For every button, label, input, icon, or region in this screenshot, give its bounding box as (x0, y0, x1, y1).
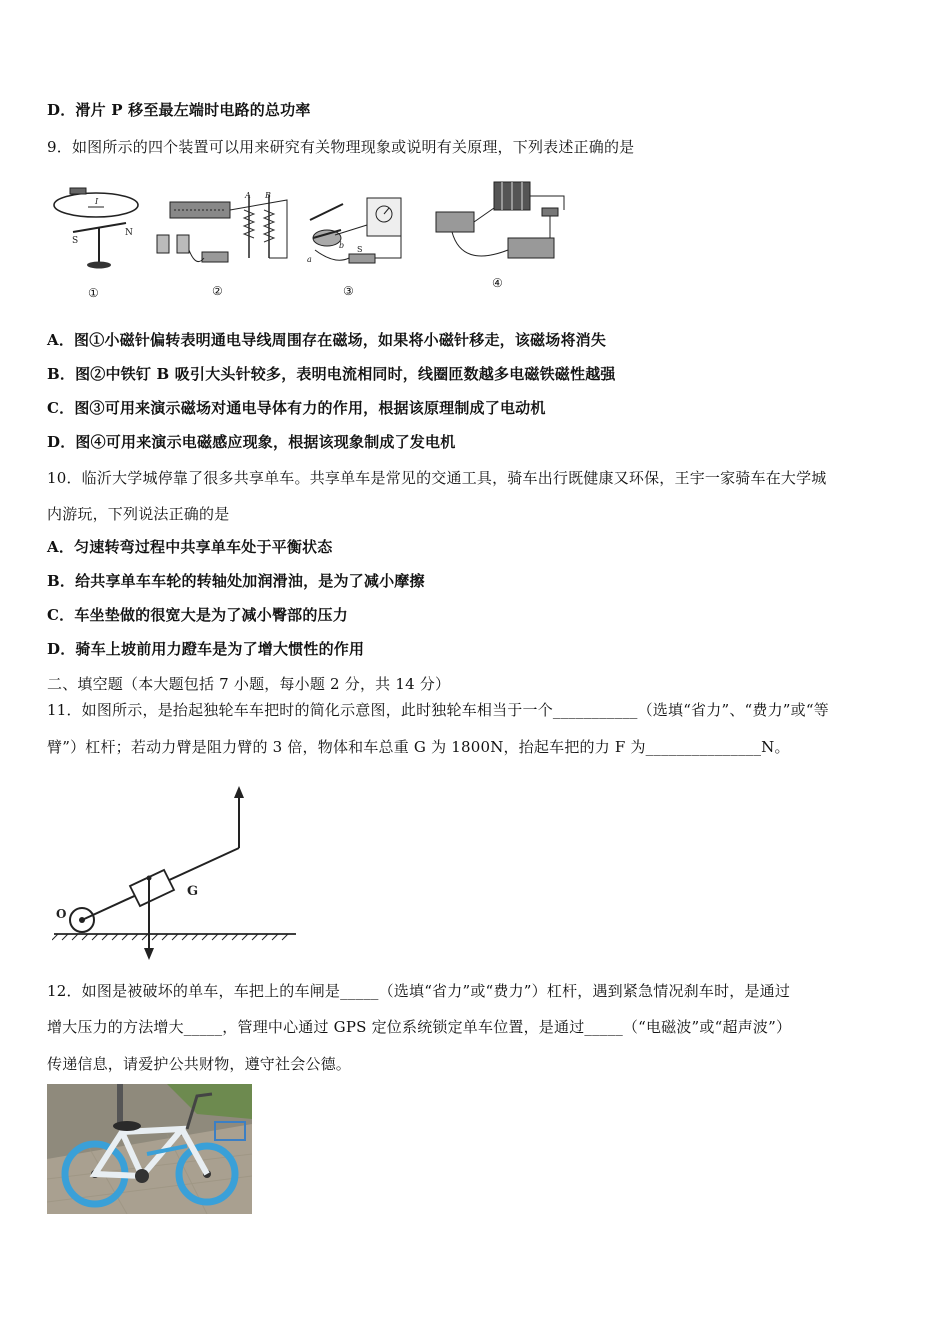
q9-figure-4 (432, 178, 572, 270)
fig1-label-s: S (72, 236, 79, 246)
q10-option-b: B．给共享单车车轮的转轴处加润滑油，是为了减小摩擦 (47, 572, 425, 590)
q9-option-b: B．图②中铁钉 B 吸引大头针较多，表明电流相同时，线圈匝数越多电磁铁磁性越强 (47, 365, 616, 383)
fig3-label-b: b (339, 241, 345, 250)
q9-figure-1 (48, 180, 148, 272)
q9-figure-4-label: ④ (492, 276, 503, 290)
q10-option-c: C．车坐垫做的很宽大是为了减小臀部的压力 (47, 606, 348, 624)
lever-label-o: O (56, 907, 67, 921)
q11-lever-diagram (52, 782, 302, 962)
q12-line2: 增大压力的方法增大_____，管理中心通过 GPS 定位系统锁定单车位置，是通过_____（“电磁波”或“超声波”） (47, 1018, 792, 1036)
fig3-label-s: S (357, 245, 363, 254)
q9-figure-2-label: ② (212, 284, 223, 298)
q12-bicycle-photo (47, 1084, 252, 1214)
q10-option-d: D．骑车上坡前用力蹬车是为了增大惯性的作用 (47, 640, 365, 658)
fig1-label-n: N (125, 228, 133, 238)
q12-line1: 12．如图是被破坏的单车，车把上的车闸是_____（选填“省力”或“费力”）杠杆，遇到紧急情况刹车时，是通过 (47, 982, 791, 1000)
q11-line1: 11．如图所示，是抬起独轮车车把时的简化示意图，此时独轮车相当于一个___________（选填“省力”、“费力”或“等 (47, 701, 829, 719)
q9-option-c: C．图③可用来演示磁场对通电导体有力的作用，根据该原理制成了电动机 (47, 399, 546, 417)
q10-stem-line1: 10．临沂大学城停靠了很多共享单车。共享单车是常见的交通工具，骑车出行既健康又环保，王宇一家骑车在大学城 (47, 469, 827, 487)
q11-line2: 臂”）杠杆；若动力臂是阻力臂的 3 倍，物体和车总重 G 为 1800N，抬起车把的力 F 为_______________N。 (47, 738, 790, 756)
fig3-label-a: a (307, 255, 312, 264)
q9-figure-3-label: ③ (343, 284, 354, 298)
q10-option-a: A．匀速转弯过程中共享单车处于平衡状态 (47, 538, 333, 556)
q9-figure-3 (305, 190, 410, 275)
fig1-label-i: I (95, 197, 99, 206)
q8-option-d: D．滑片 P 移至最左端时电路的总功率 (47, 101, 311, 119)
q10-stem-line2: 内游玩，下列说法正确的是 (47, 505, 230, 523)
q9-stem: 9．如图所示的四个装置可以用来研究有关物理现象或说明有关原理，下列表述正确的是 (47, 138, 635, 156)
q9-option-d: D．图④可用来演示电磁感应现象，根据该现象制成了发电机 (47, 433, 456, 451)
q12-line3: 传递信息，请爱护公共财物，遵守社会公德。 (47, 1055, 352, 1073)
fig2-label-a: A (245, 191, 251, 200)
q9-figure-1-label: ① (88, 286, 99, 300)
fig2-label-b: B (265, 191, 271, 200)
q9-option-a: A．图①小磁针偏转表明通电导线周围存在磁场，如果将小磁针移走，该磁场将消失 (47, 331, 607, 349)
lever-label-g: G (187, 884, 199, 899)
section-2-title: 二、填空题（本大题包括 7 小题，每小题 2 分，共 14 分） (47, 675, 451, 693)
q9-figure-2 (152, 190, 292, 275)
